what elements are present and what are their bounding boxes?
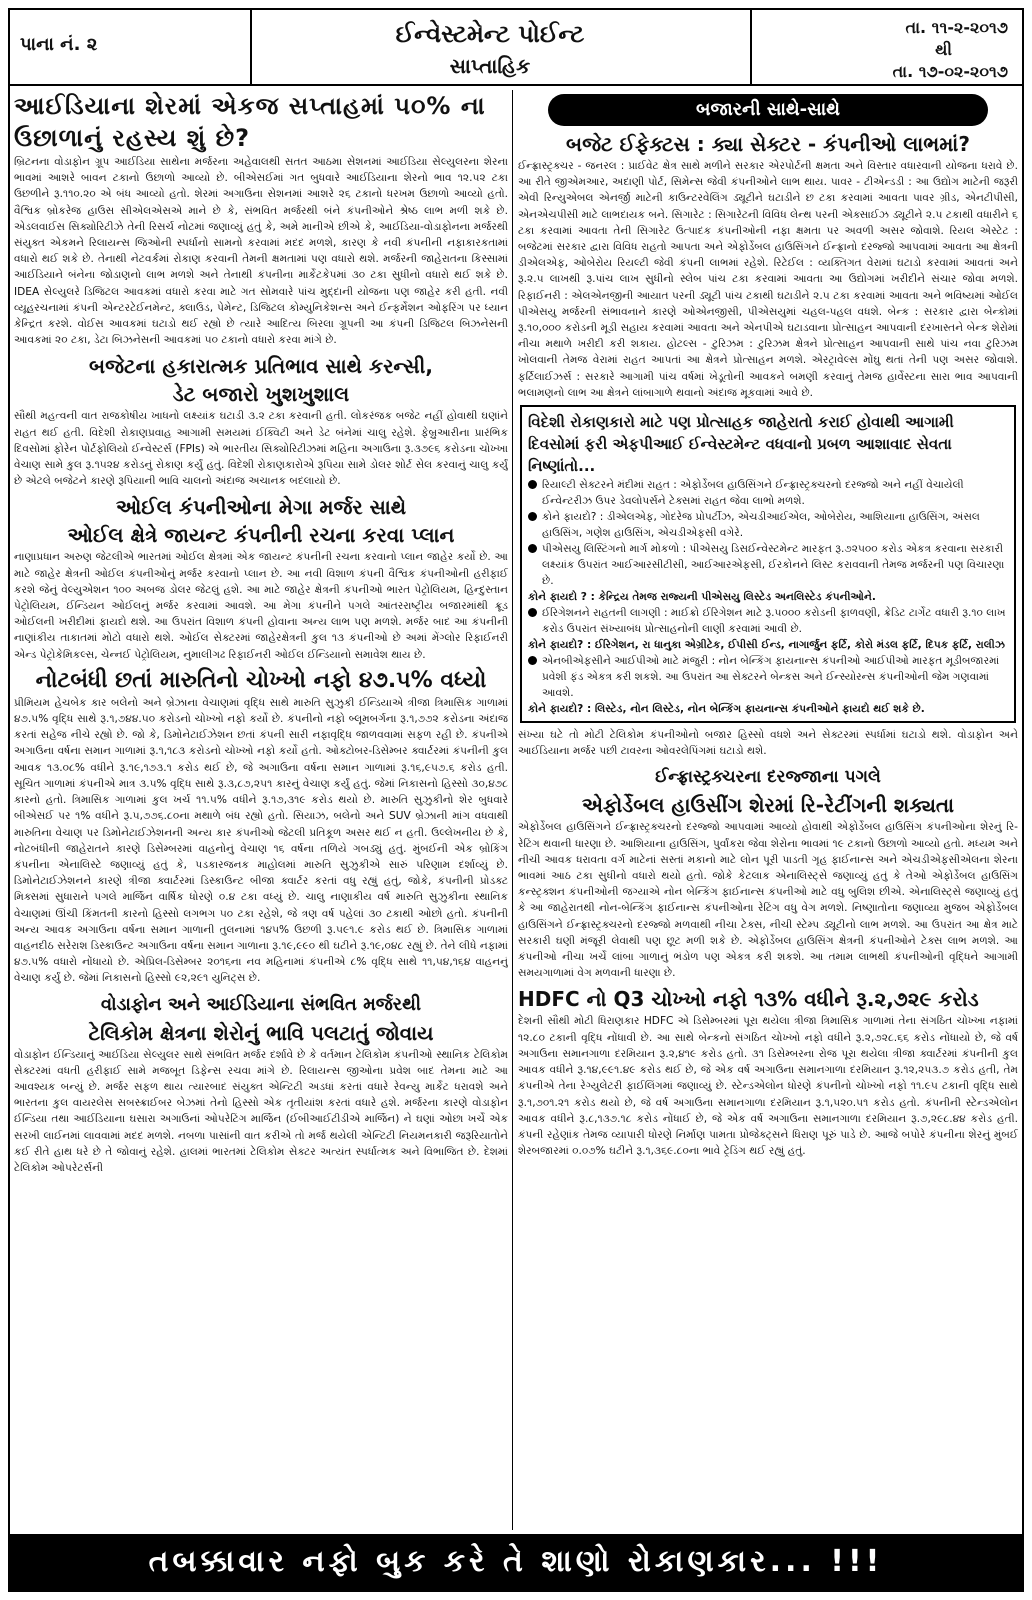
masthead-divider: [750, 10, 752, 86]
article-oil-title-line1: ઓઈલ કંપનીઓના મેગા મર્જર સાથે: [115, 495, 407, 520]
box-benefit-line: કોને ફાયદો? : લિસ્ટેડ, નોન લિસ્ટેડ, નોન બેન્કિંગ ફાયનાન્સ કંપનીઓને ફાયદો થઈ શકે છે.: [528, 703, 925, 716]
article-budget-body: સૌથી મહત્વની વાત રાજકોષીય ખાધનો લક્ષ્યાંક ઘટાડી ૩.૨ ટકા કરવાની હતી. લોકરંજક બજેટ નહીં હોવાથી ઘણાંને રાહત થઈ હતી. વિદેશી રોકાણપ્રવાહ આગામી સમયમાં ઈક્વિટી અને ડેટ બંનેમાં ચાલુ રહેશે. ફેબ્રુઆરીના પ્રારંભિક દિવસોમાં ફોરેન પોર્ટફોલિયો ઈન્વેસ્ટર્સ (FPIs) એ ભારતીય સિક્યોરિટીઝમાં મહિના અગાઉના રૂ.૩૭૯૬ કરોડના ચોખ્ખા વેચાણ સામે કુલ રૂ.૧૫૨૪ કરોડનું રોકાણ કર્યું હતું. વિદેશી રોકાણકારોએ રૂપિયા સામે ડોલર શોર્ટ સેલ કરવાનું ચાલુ કર્યું છે એટલે બજેટને કારણે રૂપિયાની ભાવિ ચાલનો અંદાજ અચાનક બદલાયો છે.: [14, 410, 508, 488]
box-bullet-text: પીએસયુ લિસ્ટિંગનો માર્ગ મોકળો : પીએસયુ ડિસઈન્વેસ્ટમેન્ટ મારફત રૂ.૭૨૫૦૦ કરોડ એકત્ર કરવાના સરકારી લક્ષ્યાંક ઉપરાંત આઈઆરસીટીસી, આઈઆરએફસી, ઈરકોનને લિસ્ટ કરાવવાની તેમજ મર્જરની પણ વિચારણા છે.: [542, 543, 1005, 588]
article-hdfc-title: HDFC નો Q3 ચોખ્ખો નફો ૧૩% વધીને રૂ.૨,૭૨૯ કરોડ: [518, 987, 979, 1012]
box-benefit-line: કોને ફાયદો? : ઈરિગેશન, રા ધાનુકા એગ્રીટેક, ઈપીસી ઈન્ડ, નાગાર્જુન ફર્ટિ, કોરો મંડલ ફર્ટિ, દિપક ફર્ટિ, રાલીઝ: [528, 639, 1005, 652]
bullet-dot-icon: [528, 480, 537, 489]
page-number: પાના નં. ૨: [20, 34, 98, 55]
bullet-dot-icon: [528, 608, 537, 617]
publication-subtitle: સાપ્તાહિક: [449, 54, 531, 78]
box-bullet: [528, 477, 1008, 509]
article-maruti-title: નોટબંધી છતાં મારુતિનો ચોખ્ખો નફો ૪૭.૫% વધ્યો: [35, 667, 487, 693]
bullet-dot-icon: [528, 512, 537, 521]
article-idea-title: આઈડિયાના શેરમાં એકજ સપ્તાહમાં ૫૦% ના ઉછાળાનું રહસ્ય શું છે?: [14, 92, 486, 152]
publication-title: ઈન્વેસ્ટમેન્ટ પોઈન્ટ: [395, 20, 585, 48]
footer-banner: તબક્કાવાર નફો બુક કરે તે શાણો રોકાણકાર... !!!: [10, 1534, 1022, 1590]
date-to: તા. ૧૭-૦૨-૨૦૧૭: [892, 62, 1008, 81]
column-divider: [512, 90, 513, 1530]
box-bullet-text: કોને ફાયદો? : ડીએલએફ, ગોદરેજ પ્રોપર્ટીઝ, એચડીઆઈએલ, ઓબેરોય, આશિયાના હાઉસિંગ, અંસલ હાઉસિંગ, ગણેશ હાઉસિંગ, એચડીએફસી વગેરે.: [542, 511, 980, 540]
article-housing-title-line2: એફોર્ડેબલ હાઉસીંગ શેરમાં રિ-રેટીંગની શક્યતા: [581, 793, 955, 818]
article-housing-title-line1: ઈન્ફ્રાસ્ટ્રક્ચરના દરજ્જાના પગલે: [655, 767, 881, 788]
article-budget-effects-title: બજેટ ઈફેક્ટસ : ક્યા સેક્ટર - કંપનીઓ લાભમાં?: [566, 132, 970, 156]
right-column: [518, 90, 1018, 1532]
box-bullet-text: એનબીએફસીને આઈપીઓ માટે મંજુરી : નોન બેન્કિંગ ફાયનાન્સ કંપનીઓ આઈપીઓ મારફત મૂડીબજારમાં પ્રવેશી ફંડ એકત્ર કરી શકશે. આ ઉપરાંત આ સેક્ટરને બેન્કસ અને ઈન્સ્યોરન્સ કંપનીઓની જેમ ગણવામાં આવશે.: [542, 655, 1000, 700]
article-telecom-title-line1: વોડાફોન અને આઈડિયાના સંભવિત મર્જરથી: [100, 993, 422, 1015]
section-pill: બજારની સાથે-સાથે: [548, 94, 988, 126]
article-oil-body: નાણાપ્રધાન અરુણ જેટલીએ ભારતમાં ઓઈલ ક્ષેત્રમાં એક જાયન્ટ કંપનીની રચના કરવાનો પ્લાન જાહેર કર્યો છે. આ માટે જાહેર ક્ષેત્રની ઓઈલ કંપનીઓનું મર્જર કરવાનો પ્લાન છે. આ નવી વિશાળ કંપની વૈશ્વિક કંપનીઓની હરીફાઈ કરશે જેનું વેલ્યુએશન ૧૦૦ અબજ ડોલર જેટલું હશે. આ માટે જાહેર ક્ષેત્રની કંપનીઓ ભારત પેટ્રોલિયમ, હિન્દુસ્તાન પેટ્રોલિયમ, ઈન્ડિયન ઓઈલનું મર્જર કરવામાં આવશે. આ મેગા કંપનીને પગલે આંતરરાષ્ટ્રીય બજારમાંથી ક્રૂડ ઓઈલની ખરીદીમાં ફાયદો થશે. આ ઉપરાંત વિશાળ કંપની હોવાના અન્ય લાભ પણ મળશે. મર્જર બાદ આ કંપનીની નાણાંકીય તાકાતમાં મોટો વધારો થશે. ઓઈલ સેક્ટરમાં જાહેરક્ષેત્રની કુલ ૧૩ કંપનીઓ છે અમાં મેંગ્લોર રિફાઈનરી એન્ડ પેટ્રોકેમિકલ્સ, ચેન્નઈ પેટ્રોલિયમ, નુમાલીગઢ રિફાઈનરી ઓઈલ ઈન્ડિયાનો સમાવેશ થાય છે.: [14, 551, 508, 661]
date-separator: થી: [935, 40, 952, 59]
box-bullet: [528, 653, 1008, 701]
article-oil-title-line2: ઓઈલ ક્ષેત્રે જાયન્ટ કંપનીની રચના કરવા પ્લાન: [67, 523, 455, 548]
box-bullet-text: રિયાલ્ટી સેક્ટરને મંદીમાં રાહત : એફોર્ડેબલ હાઉસિંગને ઈન્ફ્રાસ્ટ્રક્ચરનો દરજ્જો અને નહીં વેચાયેલી ઈન્વેન્ટરીઝ ઉપર ડેવલોપર્સને ટેક્સમાં રાહત જેવા લાભો મળશે.: [542, 479, 964, 508]
box-benefit-line: કોને ફાયદો ? : કેન્દ્રિય તેમજ રાજ્યની પીએસયુ લિસ્ટેડ અનલિસ્ટેડ કંપનીઓને.: [528, 591, 876, 604]
article-maruti-body: પ્રીમિયમ હેચબેક કાર બલેનો અને બ્રેઝાના વેચાણમાં વૃદ્ધિ સાથે મારુતિ સુઝુકી ઈન્ડિયાએ ત્રીજા ત્રિમાસિક ગાળામાં ૪૭.૫% વૃદ્ધિ સાથે રૂ.૧,૭૪૪.૫૦ કરોડનો ચોખ્ખો નફો કર્યો છે. કંપનીનો નફો બ્લૂમબર્ગના રૂ.૧,૭૭૨ કરોડના અંદાજ કરતાં સહેજ નીચે રહ્યો છે. જો કે, ડિમોનેટાઈઝેશન છતાં કંપની સારી નફાવૃદ્ધિ જાળવવામાં સફળ રહી છે. કંપનીએ અગાઉના વર્ષના સમાન ગાળામાં રૂ.૧,૧૮૩ કરોડનો ચોખ્ખો નફો કર્યો હતો. ઓક્ટોબર-ડિસેમ્બર ક્વાર્ટરમાં કંપનીની કુલ આવક ૧૩.૦૮% વધીને રૂ.૧૯,૧૭૩.૧ કરોડ થઈ છે, જે અગાઉના વર્ષના સમાન ગાળામાં રૂ.૧૬,૯૫૭.૬ કરોડ હતી. સૂચિત ગાળામાં કંપનીએ માત્ર ૩.૫% વૃદ્ધિ સાથે રૂ.૩,૮૭,૨૫૧ કારનું વેચાણ કર્યું હતું. જેમાં નિકાસનો હિસ્સો ૩૦,૪૭૮ કારનો હતો. ત્રિમાસિક ગાળામાં કુલ ખર્ચ ૧૧.૫% વધીને રૂ.૧૭,૩૧૯ કરોડ થયો છે. મારુતિ સુઝુકીનો શેર બુધવારે બીએસઈ પર ૧% વધીને રૂ.૫,૭૭૬.૮૦ના મથાળે બંધ રહ્યો હતો. સિયાઝ, બલેનો અને SUV બ્રેઝાની માંગ વધવાથી મારુતિના વેચાણ પર ડિમોનેટાઈઝેશનની અન્ય કાર કંપનીઓ જેટલી પ્રતિકૂળ અસર થઈ ન હતી. ઉલ્લેખનીય છે કે, નોટબંધીની જાહેરાતને કારણે ડિસેમ્બરમાં વાહનોનું વેચાણ ૧૬ વર્ષના તળિયે ગબડ્યું હતું. મુંબઈની એક બ્રોકિંગ કંપનીના એનાલિસ્ટે જણાવ્યું હતું કે, પડકારજનક માહોલમાં મારુતિ સુઝુકીએ સારું પરિણામ દર્શાવ્યું છે. ડિમોનેટાઈઝેશનને કારણે ત્રીજા ક્વાર્ટરમાં ડિસ્કાઉન્ટ બીજા ક્વાર્ટર કરતાં વધુ રહ્યું હતું, જોકે, કંપનીની પ્રોડક્ટ મિક્સમાં સુધારાને પગલે માર્જિન વાર્ષિક ધોરણે ૦.૪ ટકા વધ્યું છે. ચાલુ નાણાકીય વર્ષ મારુતિ સુઝુકીના સ્થાનિક વેચાણમાં ઊંચી કિંમતની કારનો હિસ્સો લગભગ ૫૦ ટકા રહેશે, જે ત્રણ વર્ષ પહેલાં ૩૦ ટકાથી ઓછો હતો. કંપનીની અન્ય આવક અગાઉના વર્ષના સમાન ગાળાની તુલનામાં ૧૪૫% ઉછળી રૂ.૫૯૧.૯ કરોડ થઈ છે. ત્રિમાસિક ગાળામાં વાહનદીઠ સરેરાશ ડિસ્કાઉન્ટ અગાઉના વર્ષના સમાન ગાળાના રૂ.૧૯,૯૯૦ થી ઘટીને રૂ.૧૯,૦૪૮ રહ્યું છે. તેને લીધે નફામાં ૪૭.૫% વધારો નોંધાયો છે. એપ્રિલ-ડિસેમ્બર ૨૦૧૬ના નવ મહિનામાં કંપનીએ ૮% વૃદ્ધિ સાથે ૧૧,૫૪,૧૬૪ વાહનનું વેચાણ કર્યું છે. જેમાં નિકાસનો હિસ્સો ૯૨,૨૯૧ યુનિટ્સ છે.: [14, 696, 508, 985]
left-column: [14, 90, 508, 1532]
bullet-dot-icon: [528, 656, 537, 665]
box-bullet-text: ઈરિગેશનને રાહતની લાગણી : માઈક્રો ઈરિગેશન માટે રૂ.૫૦૦૦ કરોડની ફાળવણી, ક્રેડિટ ટાર્ગેટ વધારી રૂ.૧૦ લાખ કરોડ ઉપરાંત સંખ્યાબંધ પ્રોત્સાહનોની લાણી કરવામાં આવી છે.: [542, 607, 1006, 636]
fpi-box-title: વિદેશી રોકાણકારો માટે પણ પ્રોત્સાહક જાહેરાતો કરાઈ હોવાથી આગામી દિવસોમાં ફરી એફપીઆઈ ઈન્વેસ્ટમેન્ટ વધવાનો પ્રબળ આશાવાદ સેવતા નિષ્ણાંતો...: [528, 413, 954, 476]
article-telecom-body: વોડાફોન ઈન્ડિયાનું આઈડિયા સેલ્યુલર સાથે સંભવિત મર્જર દર્શાવે છે કે વર્તમાન ટેલિકોમ કંપનીઓ સ્થાનિક ટેલિકોમ સેક્ટરમાં વધતી હરીફાઈ સામે મજબૂત ડિફેન્સ રચવા માંગે છે. રિલાયન્સ જીઓના પ્રવેશ બાદ તેમના માટે આ આવશ્યક બન્યું છે. મર્જર સફળ થાય ત્યારબાદ સંયુક્ત એન્ટિટી અડધાં કરતાં વધારે રેવન્યુ માર્કેટ ધરાવશે અને ભારતના કુલ વાયરલેસ સબસ્ક્રાઈબર બેઝમાં તેનો હિસ્સો એક તૃતીયાંશ કરતાં વધારે હશે. મર્જરના કારણે વોડાફોન ઈન્ડિયા તથા આઈડિયાના ઘસારા અગાઉનાં ઓપરેટિંગ માર્જિન (ઈબીઆઈટીડીએ માર્જિન) ને ઘણાં ઓછા ખર્ચે એક સરખી લાઈનમાં લાવવામાં મદદ મળશે. નબળા પાસાંની વાત કરીએ તો મર્જ થયેલી એન્ટિટી નિયમનકારી જરૂરિયાતોને કઈ રીતે હાથ ધરે છે તે જોવાનું રહેશે. હાલમાં ભારતમાં ટેલિકોમ સેક્ટર અત્યંત સ્પર્ધાત્મક અને વિભાજિત છે. દેશમાં ટેલિકોમ ઓપરેટર્સની: [14, 1048, 508, 1174]
newspaper-page: [8, 8, 1024, 1592]
article-budget-title-line1: બજેટના હકારાત્મક પ્રતિભાવ સાથે કરન્સી,: [89, 354, 433, 379]
masthead-divider: [250, 10, 252, 86]
article-hdfc-body: દેશની સૌથી મોટી ધિરાણકાર HDFC એ ડિસેમ્બરમાં પૂરા થયેલા ત્રીજા ત્રિમાસિક ગાળામાં તેના સંગઠિત ચોખ્ખા નફામાં ૧૨.૮૦ ટકાની વૃદ્ધિ નોંધાવી છે. આ સાથે બેન્કનો સંગઠિત ચોખ્ખો નફો વધીને રૂ.૨,૭૨૮.૬૬ કરોડ નોંધાયો છે, જે વર્ષ અગાઉના સમાનગાળા દરમિયાન રૂ.૨,૪૧૯ કરોડ હતો. ૩૧ ડિસેમ્બરના રોજ પૂરા થયેલા ત્રીજા ક્વાર્ટરમાં કંપનીની કુલ આવક વધીને રૂ.૧૪,૯૯૧.૪૯ કરોડ થઈ છે, જે એક વર્ષ અગાઉના સમાનગાળા દરમિયાન રૂ.૧૨,૨૫૩.૭ કરોડ હતી, તેમ કંપનીએ તેના રેગ્યુલેટરી ફાઈલિંગમાં જણાવ્યું છે. સ્ટેન્ડએલોન ધોરણે કંપનીનો ચોખ્ખો નફો ૧૧.૯૫ ટકાની વૃદ્ધિ સાથે રૂ.૧,૭૦૧.૨૧ કરોડ થયો છે, જે વર્ષ અગાઉના સમાનગાળા દરમિયાન રૂ.૧,૫૨૦.૫૧ કરોડ હતો. કંપનીની સ્ટેન્ડએલોન આવક વધીને રૂ.૮,૧૩૭.૧૮ કરોડ નોંધાઈ છે, જે એક વર્ષ અગાઉના સમાનગાળા દરમિયાન રૂ.૭,૨૯૮.૪૪ કરોડ હતી. કંપની રહેણાંક તેમજ વ્યાપારી ધોરણે નિર્માણ પામતા પ્રોજેક્ટ્સને ધિરાણ પૂરું પાડે છે. આજે બપોરે કંપનીના શેરનું મુંબઈ શેરબજારમાં ૦.૦૭% ઘટીને રૂ.૧,૩૬૯.૮૦ના ભાવે ટ્રેડિંગ થઈ રહ્યું હતું.: [518, 1015, 1018, 1158]
fpi-box: [520, 405, 1016, 723]
date-from: તા. ૧૧-૨-૨૦૧૭: [905, 18, 1008, 37]
article-budget-title-line2: ડેટ બજારો ખુશખુશાલ: [172, 382, 350, 407]
article-telecom-title-line2: ટેલિકોમ ક્ષેત્રના શેરોનું ભાવિ પલટાતું જોવાય: [88, 1020, 434, 1045]
telecom-continuation: સંખ્યા ઘટે તો મોટી ટેલિકોમ કંપનીઓનો બજાર હિસ્સો વધશે અને સેક્ટરમાં સ્પર્ધામાં ઘટાડો થશે. વોડાફોન અને આઈડિયાના મર્જર પછી ટાવરના ઓવરલેપિંગમાં ઘટાડો થશે.: [518, 729, 1018, 758]
article-idea-body: બ્રિટનના વોડાફોન ગ્રૂપ આઈડિયા સાથેના મર્જરના અહેવાલથી સતત આઠમા સેશનમાં આઈડિયા સેલ્યુલરના શેરના ભાવમાં આશરે બાવન ટકાનો ઉછાળો આવ્યો છે. બીએસઈમાં ગત બુધવારે આઈડિયાના શેરનો ભાવ ૧૨.૫૨ ટકા ઉછળીને રૂ.૧૧૦.૨૦ એ બંધ આવ્યો હતો. શેરમાં અગાઉના સેશનમાં આશરે ૨૬ ટકાનો ધરખમ ઉછાળો આવ્યો હતો. વૈશ્વિક બ્રોકરેજ હાઉસ સીએલએસએ માને છે કે, સંભવિત મર્જરથી બંને કંપનીઓને શ્રેષ્ઠ લાભ મળી શકે છે. એડલવાઈસ સિક્યોરિટીઝે તેની રિસર્ચ નોટમાં જણાવ્યું હતું કે, અમે માનીએ છીએ કે, આઈડિયા-વોડાફોનના મર્જરથી સંયુક્ત એકમને રિલાયન્સ જિઓની સ્પર્ધાનો સામનો કરવામાં મદદ મળશે, કારણ કે નવી કંપનીની નફાકારકતામાં વધારો થઈ શકે છે. તેનાથી નેટવર્કમાં રોકાણ કરવાની તેમની ક્ષમતામાં પણ વધારો થશે. મર્જરની જાહેરાતના કિસ્સામાં આઈડિયાને બંનેના જોડાણનો લાભ મળશે અને તેનાથી કંપનીના માર્કેટકેપમાં ૩૦ ટકા સુધીનો વધારો થઈ શકે છે. IDEA સેલ્યુલરે ડિજિટલ આવકમાં વધારો કરવા માટે ગત સોમવારે પાંચ મુદ્દાની યોજના પણ જાહેર કરી હતી. નવી વ્યૂહરચનામાં કંપની એન્ટરટેઈનમેન્ટ, ક્લાઉડ, પેમેન્ટ, ડિજિટલ કોમ્યુનિકેશન્સ અને ઈન્ફર્મેશન ઓફરિંગ પર ધ્યાન કેન્દ્રિત કરશે. વોઈસ આવકમાં ઘટાડો થઈ રહ્યો છે ત્યારે આદિત્ય બિરલા ગ્રૂપની આ કંપની ડિજિટલ બિઝનેસની આવકમાં ૨૦ ટકા, ડેટા બિઝનેસની આવકમાં ૫૦ ટકાનો વધારો કરવા માંગે છે.: [14, 156, 508, 347]
article-housing-body: એફોર્ડેબલ હાઉસિંગને ઈન્ફ્રાસ્ટ્રક્ચરનો દરજ્જો આપવામાં આવ્યો હોવાથી એફોર્ડેબલ હાઉસિંગ કંપનીઓના શેરનું રિ-રેટિંગ થવાની ધારણા છે. આશિયાના હાઉસિંગ, પુર્વાંકરા જેવા શેરોના ભાવમાં ૧૯ ટકાનો ઉછાળો આવ્યો હતો. મધ્યમ અને નીચી આવક ધરાવતા વર્ગ માટેનાં સસ્તાં મકાનો માટે લોન પૂરી પાડતી ગૃહ ફાઈનાન્સ અને એચડીએફસીએલના શેરના ભાવમાં આઠ ટકા સુધીનો વધારો થયો હતો. જોકે કેટલાક એનાલિસ્ટ્સે જણાવ્યું હતું કે તેઓ એફોર્ડેબલ હાઉસિંગ કન્સ્ટ્રક્શન કંપનીઓની જગ્યાએ નોન બેન્કિંગ ફાઈનાન્સ કંપનીઓ માટે વધુ બુલિશ છીએ. એનાલિસ્ટ્સે જણાવ્યું હતું કે આ જાહેરાતથી નોન-બેન્કિંગ ફાઈનાન્સ કંપનીઓના રેટિંગ વધુ વેગ મળશે. નિષ્ણાતોના જણાવ્યા મુજબ એફોર્ડેબલ હાઉસિંગને ઈન્ફ્રાસ્ટ્રક્ચરનો દરજ્જો મળવાથી નીચા ટેક્સ, નીચી સ્ટેમ્પ ડ્યૂટીનો લાભ મળશે. આ ઉપરાંત આ ક્ષેત્ર માટે સરકારી ઘણી મંજૂરી લેવાથી પણ છૂટ મળી શકે છે. એફોર્ડેબલ હાઉસિંગ ક્ષેત્રની કંપનીઓને ટેક્સ લાભ મળશે. આ કંપનીઓ નીચા ખર્ચે લાંબા ગાળાનું ભંડોળ પણ એકત્ર કરી શકશે. આ તમામ લાભથી કંપનીઓની વૃદ્ધિને આગામી સમયગાળામાં વેગ મળવાની ધારણા છે.: [518, 821, 1018, 980]
bullet-dot-icon: [528, 544, 537, 553]
box-bullet: [528, 541, 1008, 589]
box-bullet: [528, 605, 1008, 637]
masthead: [10, 10, 1022, 86]
box-bullet: [528, 509, 1008, 541]
article-budget-effects-body: ઈન્ફ્રાસ્ટ્રક્ચર - જનરલ : પ્રાઈવેટ ક્ષેત્ર સાથે મળીને સરકાર એરપોર્ટની ક્ષમતા અને વિસ્તાર વધારવાની યોજના ધરાવે છે. આ રીતે જીએમઆર, અદાણી પોર્ટ, સિમેન્સ જેવી કંપનીઓને લાભ થાય. પાવર - ટીએન્ડડી : આ ઉદ્યોગ માટેની જરૂરી એવી રિન્યુએબલ એનર્જી માટેની કાઉન્ટરવેલિંગ ડ્યૂટીને ઘટાડીને છ ટકા કરવામાં આવતા પાવર ગ્રીડ, એનટીપીસી, એનએચપીસી માટે લાભદાયક બને. સિગારેટ : સિગારેટની વિવિધ લેન્થ પરની એક્સાઈઝ ડ્યૂટીને ૨.૫ ટકાથી વધારીને ૬ ટકા કરવામાં આવતા તેની સિગારેટ ઉત્પાદક કંપનીઓની નફા ક્ષમતા પર અવળી અસર જોવાશે. રિયલ એસ્ટેટ : બજેટમાં સરકાર દ્વારા વિવિધ રાહતો આપતા અને એફોર્ડેબલ હાઉસિંગને ઈન્ફ્રાનો દરજ્જો આપવામાં આવતા આ ક્ષેત્રની ડીએલએફ, ઓબેરોય રિયલ્ટી જેવી કંપની લાભમાં રહેશે. રિટેઈલ : વ્યક્તિગત વેરામાં ઘટાડો કરવામાં આવતાં અને રૂ.૨.૫ લાખથી રૂ.પાંચ લાખ સુધીનો સ્લેબ પાંચ ટકા કરવામાં આવતા આ ઉદ્યોગમાં ખરીદીને સંચાર જોવા મળશે. રિફાઈનરી : એલએનજીની આયાત પરની ડ્યૂટી પાંચ ટકાથી ઘટાડીને ૨.૫ ટકા કરવામાં આવતા અને ભવિષ્યમાં ઓઈલ પીએસયુ મર્જરની સંભાવનાને કારણે ઓએનજીસી, પીએસયુમાં ચહલ-પહલ વધશે. બેન્ક : સરકાર દ્વારા બેન્કોમાં રૂ.૧૦,૦૦૦ કરોડની મૂડી સહાય કરવામાં આવતા અને એનપીએ ઘટાડવાના પ્રોત્સાહન આપવાની દરખાસ્તને બેન્ક શેરોમાં નીચા મથાળે ખરીદી કરી શકાય. હોટલ્સ - ટુરિઝમ : ટુરિઝમ ક્ષેત્રને પ્રોત્સાહન આપવાની સાથે પાંચ નવા ટુરિઝમ ખોલવાની તેમજ વેરામાં રાહત આપતાં આ ક્ષેત્રને પ્રોત્સાહન મળશે. એરટ્રાવેલ્સ મોંઘુ થતાં તેની પણ અસર જોવાશે. ફર્ટિલાઈઝર્સ : સરકારે આગામી પાંચ વર્ષમાં ખેડૂતોની આવકને બમણી કરવાનું તેમજ હાર્વેસ્ટના સારા ભાવ આપવાની ભલામણનો લાભ આ ક્ષેત્રને લાંબાગાળે થવાનો અંદાજ મૂકવામાં આવે છે.: [518, 160, 1018, 399]
